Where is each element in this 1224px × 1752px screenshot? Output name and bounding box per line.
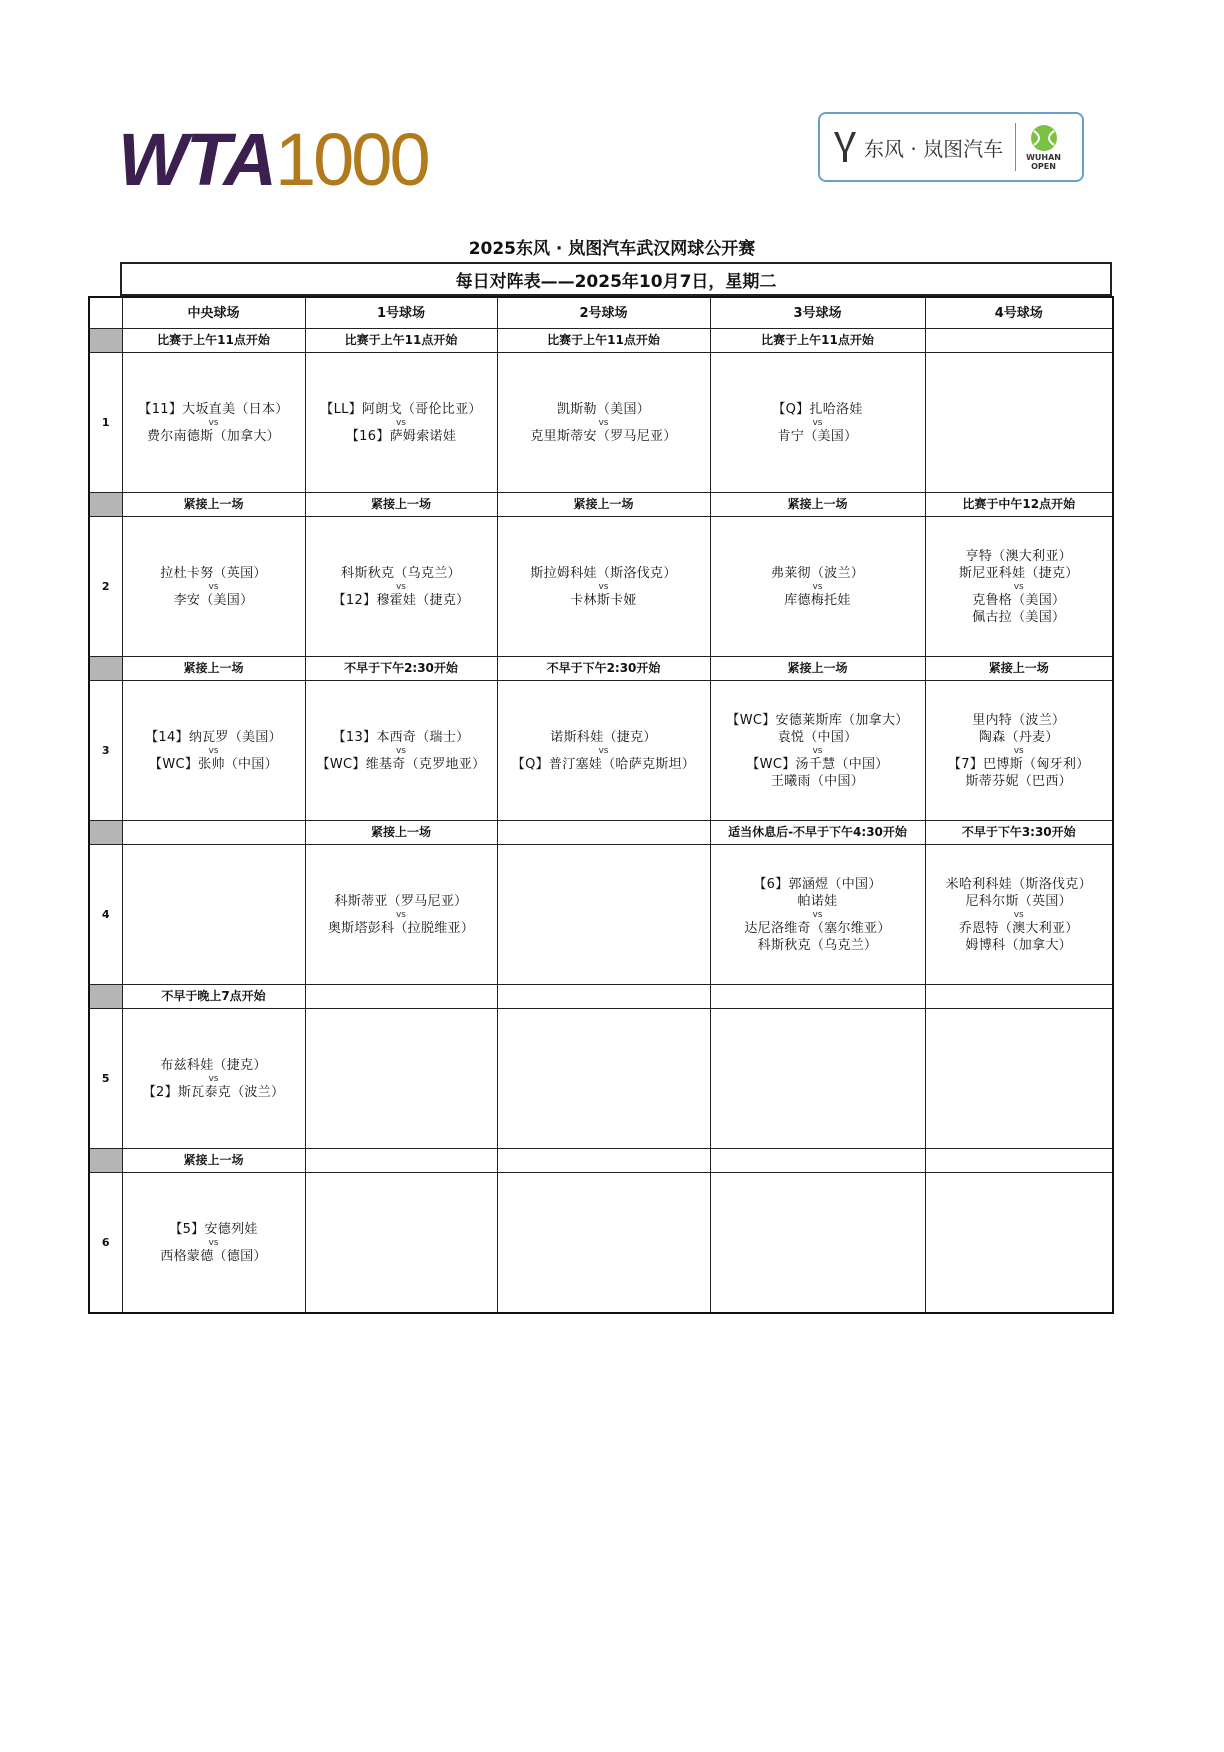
empty-match-cell (925, 1009, 1113, 1149)
start-time-note (497, 985, 710, 1009)
start-time-note (497, 1149, 710, 1173)
voyah-mark-icon (832, 130, 858, 164)
empty-match-cell (497, 1009, 710, 1149)
versus-label: vs (812, 909, 823, 920)
wuhan-open-text: WUHAN OPEN (1026, 153, 1061, 171)
start-time-note (305, 985, 497, 1009)
court-header: 中央球场 (122, 297, 305, 329)
empty-match-cell (710, 1173, 925, 1314)
player-name: 【16】萨姆索诺娃 (345, 428, 457, 444)
match-order-number: 3 (89, 681, 122, 821)
versus-label: vs (598, 745, 609, 756)
empty-match-cell (122, 845, 305, 985)
start-time-note (925, 1149, 1113, 1173)
player-name: 【LL】阿朗戈（哥伦比亚） (320, 401, 482, 417)
player-name: 卡林斯卡娅 (570, 592, 637, 608)
empty-match-cell (925, 353, 1113, 493)
player-name: 【7】巴博斯（匈牙利） (947, 756, 1090, 772)
player-name: 科斯秋克（乌克兰） (757, 937, 878, 953)
match-cell (122, 1173, 305, 1314)
start-time-note: 紧接上一场 (305, 821, 497, 845)
versus-label: vs (208, 417, 219, 428)
timing-row (89, 657, 1113, 681)
match-cell (497, 517, 710, 657)
start-time-note: 紧接上一场 (497, 493, 710, 517)
player-name: 【WC】安德莱斯库（加拿大） (726, 712, 909, 728)
player-name: 帕诺娃 (797, 893, 838, 909)
player-name: 库德梅托娃 (784, 592, 851, 608)
player-name: 【Q】普汀塞娃（哈萨克斯坦） (511, 756, 696, 772)
event-title: 2025东风 · 岚图汽车武汉网球公开赛 (468, 239, 756, 259)
start-time-note: 比赛于上午11点开始 (710, 329, 925, 353)
match-row (89, 1009, 1113, 1149)
player-name: 乔恩特（澳大利亚） (958, 920, 1079, 936)
start-time-note (710, 985, 925, 1009)
player-name: 诺斯科娃（捷克） (550, 729, 657, 745)
timing-row (89, 985, 1113, 1009)
order-shade (89, 1149, 122, 1173)
empty-match-cell (497, 1173, 710, 1314)
wta-1000-logo (118, 118, 428, 201)
player-name: 克鲁格（美国） (972, 592, 1066, 608)
player-name: 斯蒂芬妮（巴西） (965, 773, 1072, 789)
court-header: 3号球场 (710, 297, 925, 329)
order-shade (89, 493, 122, 517)
player-name: 【WC】张帅（中国） (149, 756, 278, 772)
player-name: 袁悦（中国） (777, 729, 858, 745)
versus-label: vs (208, 1073, 219, 1084)
player-name: 里内特（波兰） (972, 712, 1066, 728)
start-time-note: 比赛于上午11点开始 (305, 329, 497, 353)
match-cell (925, 681, 1113, 821)
player-name: 斯拉姆科娃（斯洛伐克） (530, 565, 677, 581)
match-row (89, 517, 1113, 657)
empty-match-cell (497, 845, 710, 985)
player-name: 【WC】汤千慧（中国） (746, 756, 889, 772)
player-name: 科斯秋克（乌克兰） (341, 565, 461, 581)
order-shade (89, 821, 122, 845)
start-time-note (710, 1149, 925, 1173)
player-name: 【5】安德列娃 (169, 1221, 258, 1237)
match-order-number: 5 (89, 1009, 122, 1149)
match-cell (925, 517, 1113, 657)
player-name: 【12】穆霍娃（捷克） (332, 592, 470, 608)
player-name: 【WC】维基奇（克罗地亚） (316, 756, 486, 772)
player-name: 【11】大坂直美（日本） (138, 401, 289, 417)
match-row (89, 845, 1113, 985)
versus-label: vs (208, 745, 219, 756)
start-time-note (925, 329, 1113, 353)
match-cell (305, 845, 497, 985)
empty-match-cell (925, 1173, 1113, 1314)
match-cell (305, 681, 497, 821)
player-name: 佩古拉（美国） (972, 609, 1066, 625)
player-name: 布兹科娃（捷克） (160, 1057, 267, 1073)
start-time-note (305, 1149, 497, 1173)
match-order-number: 2 (89, 517, 122, 657)
empty-match-cell (305, 1173, 497, 1314)
sponsor-logo (818, 112, 1084, 182)
header-corner (89, 297, 122, 329)
match-cell (122, 681, 305, 821)
sponsor-name: 东风 · 岚图汽车 (864, 136, 1004, 161)
court-header-row (89, 297, 1113, 329)
wuhan-open-badge (1026, 123, 1061, 171)
start-time-note (497, 821, 710, 845)
court-header: 2号球场 (497, 297, 710, 329)
start-time-note: 紧接上一场 (122, 657, 305, 681)
player-name: 亨特（澳大利亚） (965, 548, 1072, 564)
start-time-note (122, 821, 305, 845)
match-order-number: 4 (89, 845, 122, 985)
start-time-note: 紧接上一场 (305, 493, 497, 517)
match-order-number: 6 (89, 1173, 122, 1314)
empty-match-cell (305, 1009, 497, 1149)
versus-label: vs (812, 581, 823, 592)
match-cell (710, 681, 925, 821)
start-time-note: 比赛于上午11点开始 (497, 329, 710, 353)
match-cell (710, 517, 925, 657)
sponsor-divider (1015, 123, 1016, 171)
player-name: 陶森（丹麦） (978, 729, 1059, 745)
tennis-ball-icon (1029, 123, 1059, 153)
player-name: 达尼洛维奇（塞尔维亚） (744, 920, 891, 936)
versus-label: vs (395, 581, 406, 592)
versus-label: vs (1013, 909, 1024, 920)
player-name: 李安（美国） (173, 592, 254, 608)
start-time-note: 紧接上一场 (925, 657, 1113, 681)
versus-label: vs (598, 581, 609, 592)
wta-logo-text: WTA (118, 118, 275, 201)
empty-match-cell (710, 1009, 925, 1149)
player-name: 米哈利科娃（斯洛伐克） (945, 876, 1092, 892)
match-cell (710, 845, 925, 985)
match-cell (925, 845, 1113, 985)
match-row (89, 1173, 1113, 1314)
match-row (89, 681, 1113, 821)
player-name: 费尔南德斯（加拿大） (146, 428, 280, 444)
versus-label: vs (1013, 581, 1024, 592)
player-name: 姆博科（加拿大） (965, 937, 1072, 953)
start-time-note (925, 985, 1113, 1009)
player-name: 斯尼亚科娃（捷克） (958, 565, 1079, 581)
versus-label: vs (812, 745, 823, 756)
player-name: 凯斯勒（美国） (556, 401, 651, 417)
start-time-note: 比赛于中午12点开始 (925, 493, 1113, 517)
versus-label: vs (598, 417, 609, 428)
player-name: 奥斯塔彭科（拉脱维亚） (327, 920, 475, 936)
player-name: 【14】纳瓦罗（美国） (145, 729, 282, 745)
player-name: 克里斯蒂安（罗马尼亚） (530, 428, 677, 444)
court-header: 1号球场 (305, 297, 497, 329)
timing-row (89, 329, 1113, 353)
versus-label: vs (1013, 745, 1024, 756)
timing-row (89, 493, 1113, 517)
match-row (89, 353, 1113, 493)
match-cell (497, 681, 710, 821)
player-name: 拉杜卡努（英国） (160, 565, 267, 581)
player-name: 西格蒙德（德国） (160, 1248, 267, 1264)
logo-1000-text: 1000 (275, 118, 428, 201)
player-name: 【13】本西奇（瑞士） (332, 729, 470, 745)
start-time-note: 紧接上一场 (710, 657, 925, 681)
start-time-note: 不早于晚上7点开始 (122, 985, 305, 1009)
versus-label: vs (395, 417, 406, 428)
versus-label: vs (395, 745, 406, 756)
player-name: 肯宁（美国） (777, 428, 858, 444)
start-time-note: 不早于下午2:30开始 (497, 657, 710, 681)
start-time-note: 紧接上一场 (710, 493, 925, 517)
player-name: 王曦雨（中国） (770, 773, 865, 789)
start-time-note: 不早于下午2:30开始 (305, 657, 497, 681)
start-time-note: 适当休息后-不早于下午4:30开始 (710, 821, 925, 845)
order-shade (89, 329, 122, 353)
match-cell (122, 353, 305, 493)
match-cell (305, 517, 497, 657)
order-shade (89, 985, 122, 1009)
match-cell (497, 353, 710, 493)
player-name: 科斯蒂亚（罗马尼亚） (334, 893, 468, 909)
court-header: 4号球场 (925, 297, 1113, 329)
timing-row (89, 821, 1113, 845)
player-name: 弗莱彻（波兰） (770, 565, 865, 581)
versus-label: vs (812, 417, 823, 428)
match-cell (305, 353, 497, 493)
player-name: 【2】斯瓦泰克（波兰） (142, 1084, 285, 1100)
start-time-note: 紧接上一场 (122, 1149, 305, 1173)
day-header: 每日对阵表——2025年10月7日，星期二 (120, 262, 1112, 296)
match-cell (122, 1009, 305, 1149)
start-time-note: 比赛于上午11点开始 (122, 329, 305, 353)
versus-label: vs (395, 909, 406, 920)
start-time-note: 紧接上一场 (122, 493, 305, 517)
timing-row (89, 1149, 1113, 1173)
match-cell (122, 517, 305, 657)
order-of-play-table (88, 296, 1114, 1314)
start-time-note: 不早于下午3:30开始 (925, 821, 1113, 845)
order-shade (89, 657, 122, 681)
versus-label: vs (208, 581, 219, 592)
player-name: 【6】郭涵煜（中国） (753, 876, 882, 892)
match-cell (710, 353, 925, 493)
player-name: 【Q】扎哈洛娃 (772, 401, 863, 417)
match-order-number: 1 (89, 353, 122, 493)
versus-label: vs (208, 1237, 219, 1248)
player-name: 尼科尔斯（英国） (965, 893, 1072, 909)
